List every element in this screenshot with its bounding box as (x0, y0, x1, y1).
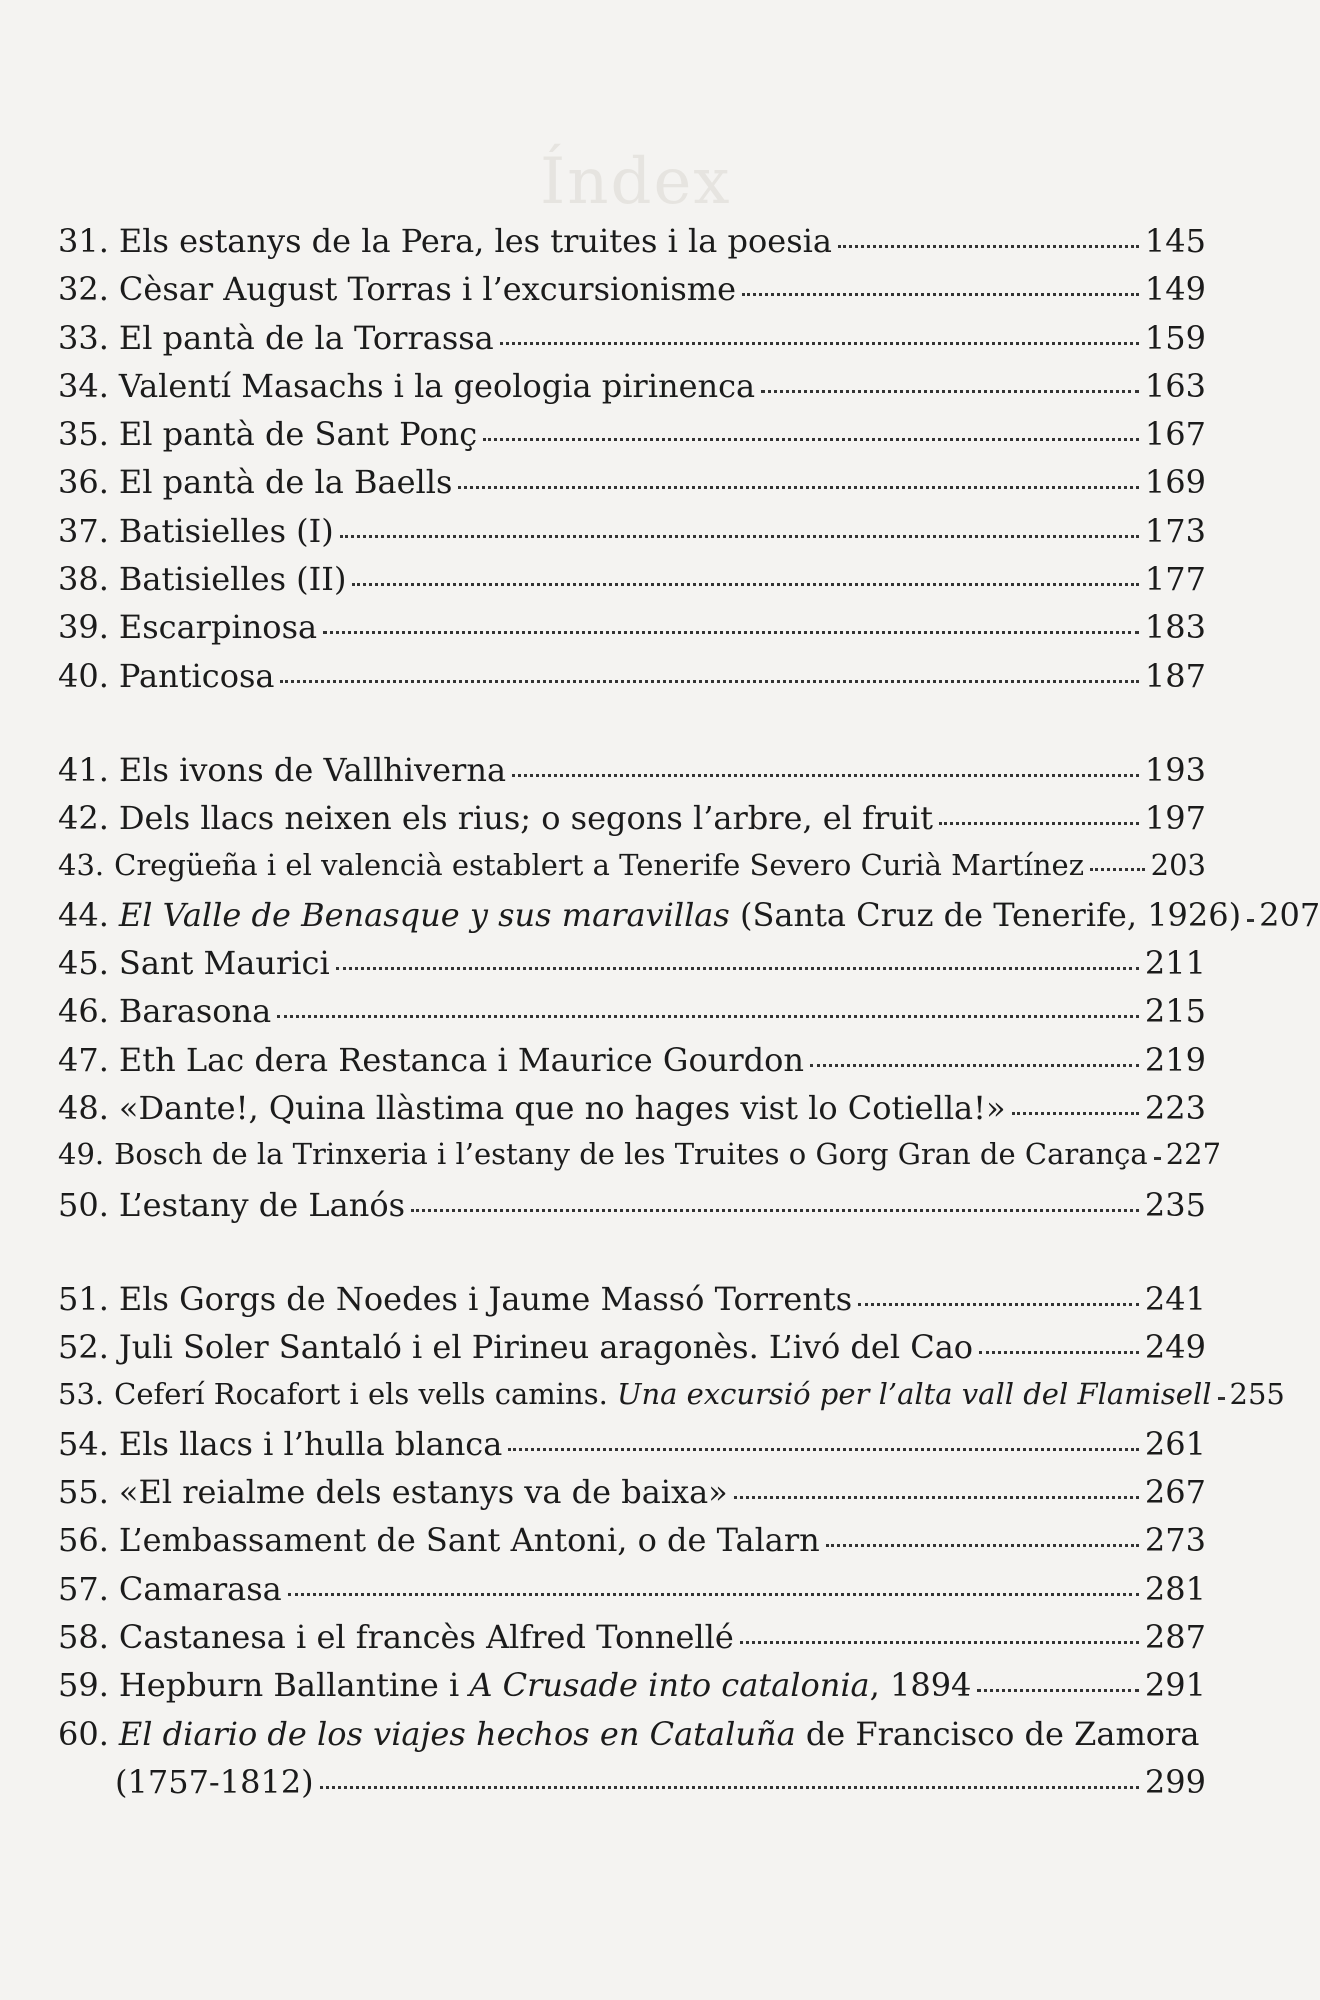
entry-title-text: Eth Lac dera Restanca i Maurice Gourdon (118, 1040, 804, 1079)
entry-number: 45. (58, 944, 109, 983)
entry-title (109, 1715, 1200, 1753)
toc-entry (58, 1089, 1206, 1137)
entry-title (104, 848, 1084, 882)
toc-entry (58, 512, 1206, 560)
toc-entry (58, 1425, 1206, 1473)
dot-leader (411, 1208, 1139, 1212)
page-number: 169 (1144, 463, 1206, 502)
entry-title-text: Els ivons de Vallhiverna (118, 750, 507, 789)
dot-leader (288, 1592, 1139, 1596)
entry-title-italic: El Valle de Benasque y sus maravillas (118, 895, 730, 934)
dot-leader (336, 966, 1139, 970)
entry-number: 34. (58, 366, 109, 405)
toc-entry (58, 319, 1206, 367)
entry-number: 38. (58, 560, 109, 599)
entry-title (109, 751, 506, 789)
entry-number: 44. (58, 895, 109, 934)
page-number: 211 (1144, 944, 1206, 983)
page-number: 261 (1144, 1424, 1206, 1463)
bleed-through-title: Índex (540, 145, 732, 219)
dot-leader (1218, 1396, 1224, 1400)
entry-title-text: Bosch de la Trinxeria i l’estany de les Truites o Gorg Gran de Carança (114, 1137, 1148, 1172)
entry-title-text: Hepburn Ballantine i (118, 1666, 470, 1705)
dot-leader (280, 679, 1138, 683)
toc-entry (58, 992, 1206, 1040)
toc-entry (58, 895, 1320, 944)
entry-title-text: Cèsar August Torras i l’excursionisme (118, 270, 737, 309)
page-number: 167 (1144, 415, 1206, 454)
dot-leader (483, 437, 1139, 441)
toc-entry (58, 222, 1206, 270)
page-number: 281 (1144, 1569, 1206, 1608)
entry-title (109, 944, 330, 982)
entry-title-text: El pantà de la Baells (118, 463, 453, 502)
entry-number: 43. (58, 847, 105, 882)
toc-entry (58, 1666, 1206, 1714)
entry-title-text: Els estanys de la Pera, les truites i la poesia (118, 222, 832, 260)
entry-number: 60. (58, 1714, 109, 1753)
page-number: 291 (1144, 1666, 1206, 1705)
entry-title-text: Els Gorgs de Noedes i Jaume Massó Torrents (118, 1279, 853, 1318)
page-number: 219 (1144, 1040, 1206, 1079)
dot-leader (810, 1063, 1139, 1067)
entry-title-text: Els llacs i l’hulla blanca (118, 1424, 503, 1463)
entry-title-text: (Santa Cruz de Tenerife, 1926) (729, 895, 1242, 934)
dot-leader (1247, 918, 1253, 922)
entry-title-text: Camarasa (118, 1569, 282, 1608)
dot-leader (458, 485, 1138, 489)
entry-title (109, 1473, 728, 1511)
page-number: 173 (1144, 511, 1206, 550)
entry-title-text: Batisielles (II) (118, 560, 347, 599)
page-number: 159 (1144, 318, 1206, 357)
dot-leader (734, 1495, 1139, 1499)
entry-title (109, 1041, 804, 1079)
entry-number: 52. (58, 1328, 109, 1367)
entry-number: 32. (58, 270, 109, 309)
entry-number: 57. (58, 1569, 109, 1608)
toc-entry (58, 608, 1206, 656)
entry-title-continuation: (1757-1812) (115, 1762, 314, 1801)
dot-leader (838, 244, 1139, 248)
entry-title-text: Panticosa (118, 656, 275, 695)
entry-number: 56. (58, 1521, 109, 1560)
entry-title (109, 1618, 734, 1656)
dot-leader (277, 1014, 1139, 1018)
entry-number: 59. (58, 1666, 109, 1705)
toc-entry (58, 1473, 1206, 1521)
entry-title (109, 1521, 820, 1559)
dot-leader (1154, 1156, 1160, 1160)
entry-number: 58. (58, 1618, 109, 1657)
page-number: 183 (1144, 608, 1206, 647)
toc-entry (58, 1328, 1206, 1376)
dot-leader (979, 1350, 1139, 1354)
entry-title (109, 1666, 972, 1704)
entry-number: 51. (58, 1279, 109, 1318)
page-number: 273 (1144, 1521, 1206, 1560)
entry-number: 37. (58, 511, 109, 550)
page-number: 255 (1229, 1376, 1285, 1411)
toc-entry (58, 1186, 1206, 1234)
entry-number: 31. (58, 222, 109, 260)
page-number: 235 (1144, 1185, 1206, 1224)
page-number: 149 (1144, 270, 1206, 309)
entry-title-text: Barasona (118, 992, 272, 1031)
toc-entry (58, 799, 1206, 847)
toc-entry (58, 1041, 1206, 1089)
dot-leader (500, 341, 1139, 345)
entry-number: 33. (58, 318, 109, 357)
dot-leader (512, 773, 1139, 777)
entry-title (109, 1280, 852, 1318)
entry-title (109, 1328, 973, 1366)
page-number: 215 (1144, 992, 1206, 1031)
entry-title-text: Valentí Masachs i la geologia pirinenca (118, 366, 756, 405)
dot-leader (352, 582, 1139, 586)
toc-entry (58, 1280, 1206, 1328)
dot-leader (1090, 867, 1145, 871)
page-number: 193 (1144, 750, 1206, 789)
entry-title (109, 1425, 502, 1463)
entry-title-text: Castanesa i el francès Alfred Tonnellé (118, 1618, 734, 1657)
entry-title (109, 415, 477, 453)
entry-title-text: Dels llacs neixen els rius; o segons l’arbre, el fruit (118, 799, 933, 838)
page-number: 241 (1144, 1279, 1206, 1318)
dot-leader (977, 1688, 1139, 1692)
toc-entry (58, 1376, 1285, 1425)
page-number: 227 (1165, 1137, 1222, 1172)
dot-leader (939, 821, 1139, 825)
entry-number: 42. (58, 799, 109, 838)
entry-number: 40. (58, 656, 109, 695)
entry-title (109, 222, 832, 260)
dot-leader (1012, 1111, 1139, 1115)
entry-title-text: L’embassament de Sant Antoni, o de Talarn (118, 1521, 820, 1560)
toc-entry (58, 560, 1206, 608)
toc-entry (58, 463, 1206, 511)
entry-title (109, 560, 347, 598)
entry-title-text: L’estany de Lanós (118, 1185, 406, 1224)
toc-entry-continuation (58, 1763, 1206, 1811)
entry-number: 53. (58, 1376, 105, 1411)
entry-title-text: El pantà de la Torrassa (118, 318, 494, 357)
entry-title-text: Juli Soler Santaló i el Pirineu aragonès. L’ivó del Cao (118, 1328, 974, 1367)
toc-entry (58, 1137, 1222, 1185)
entry-title (109, 1089, 1006, 1127)
entry-number: 47. (58, 1040, 109, 1079)
toc-entry (58, 1570, 1206, 1618)
toc-entry (58, 1715, 1206, 1763)
entry-number: 35. (58, 415, 109, 454)
toc-entry (58, 944, 1206, 992)
entry-title (109, 1186, 405, 1224)
entry-title (109, 512, 334, 550)
entry-title-italic: A Crusade into catalonia (469, 1666, 870, 1705)
entry-number: 39. (58, 608, 109, 647)
table-of-contents (58, 222, 1320, 1811)
page-number: 287 (1144, 1618, 1206, 1657)
entry-number: 41. (58, 750, 109, 789)
entry-title (109, 657, 275, 695)
entry-title (104, 1137, 1148, 1171)
dot-leader (508, 1447, 1139, 1451)
entry-number: 50. (58, 1185, 109, 1224)
entry-title-text: , 1894 (869, 1666, 972, 1705)
entry-title-text: Ceferí Rocafort i els vells camins. (114, 1376, 618, 1411)
entry-title (109, 319, 494, 357)
toc-entry (58, 367, 1206, 415)
entry-number: 55. (58, 1473, 109, 1512)
toc-entry (58, 848, 1206, 896)
page-number: 267 (1144, 1473, 1206, 1512)
dot-leader (320, 1785, 1139, 1789)
entry-number: 48. (58, 1089, 109, 1128)
entry-title (109, 896, 1241, 934)
page-number: 249 (1144, 1328, 1206, 1367)
dot-leader (761, 389, 1139, 393)
entry-title (109, 1570, 282, 1608)
entry-title (109, 367, 755, 405)
entry-title-text: «Dante!, Quina llàstima que no hages vist lo Cotiella!» (118, 1089, 1006, 1128)
entry-title (109, 799, 933, 837)
toc-entry (58, 751, 1206, 799)
entry-title (104, 1377, 1211, 1411)
page-number: 299 (1144, 1762, 1206, 1801)
toc-entry (58, 1521, 1206, 1569)
entry-title-text: El pantà de Sant Ponç (118, 415, 478, 454)
dot-leader (826, 1543, 1139, 1547)
entry-title-text: Cregüeña i el valencià establert a Tenerife Severo Curià Martínez (114, 847, 1084, 882)
entry-title-text: «El reialme dels estanys va de baixa» (118, 1473, 728, 1512)
page-number: 163 (1144, 366, 1206, 405)
page-number: 187 (1144, 656, 1206, 695)
page-number: 177 (1144, 560, 1206, 599)
entry-number: 54. (58, 1424, 109, 1463)
toc-entry (58, 415, 1206, 463)
toc-entry (58, 270, 1206, 318)
entry-title-text: Batisielles (I) (118, 511, 334, 550)
entry-number: 36. (58, 463, 109, 502)
dot-leader (340, 534, 1139, 538)
dot-leader (740, 1640, 1139, 1644)
entry-title-text: de Francisco de Zamora (795, 1714, 1200, 1753)
entry-title-text: Escarpinosa (118, 608, 318, 647)
page-number: 145 (1144, 222, 1206, 260)
page-number: 207 (1259, 895, 1320, 934)
entry-number: 46. (58, 992, 109, 1031)
entry-title (109, 608, 317, 646)
dot-leader (742, 292, 1139, 296)
page-number: 203 (1150, 847, 1206, 882)
page-number: 197 (1144, 799, 1206, 838)
dot-leader (858, 1302, 1139, 1306)
entry-title (109, 463, 453, 501)
toc-entry (58, 657, 1206, 705)
entry-title (109, 270, 736, 308)
entry-title (109, 992, 271, 1030)
entry-number: 49. (58, 1137, 105, 1172)
entry-title-text: Sant Maurici (118, 944, 330, 983)
dot-leader (323, 630, 1139, 634)
entry-title-italic: El diario de los viajes hechos en Cataluña (118, 1714, 796, 1753)
page-number: 223 (1144, 1089, 1206, 1128)
entry-title-italic: Una excursió per l’alta vall del Flamisell (617, 1376, 1212, 1411)
toc-entry (58, 1618, 1206, 1666)
